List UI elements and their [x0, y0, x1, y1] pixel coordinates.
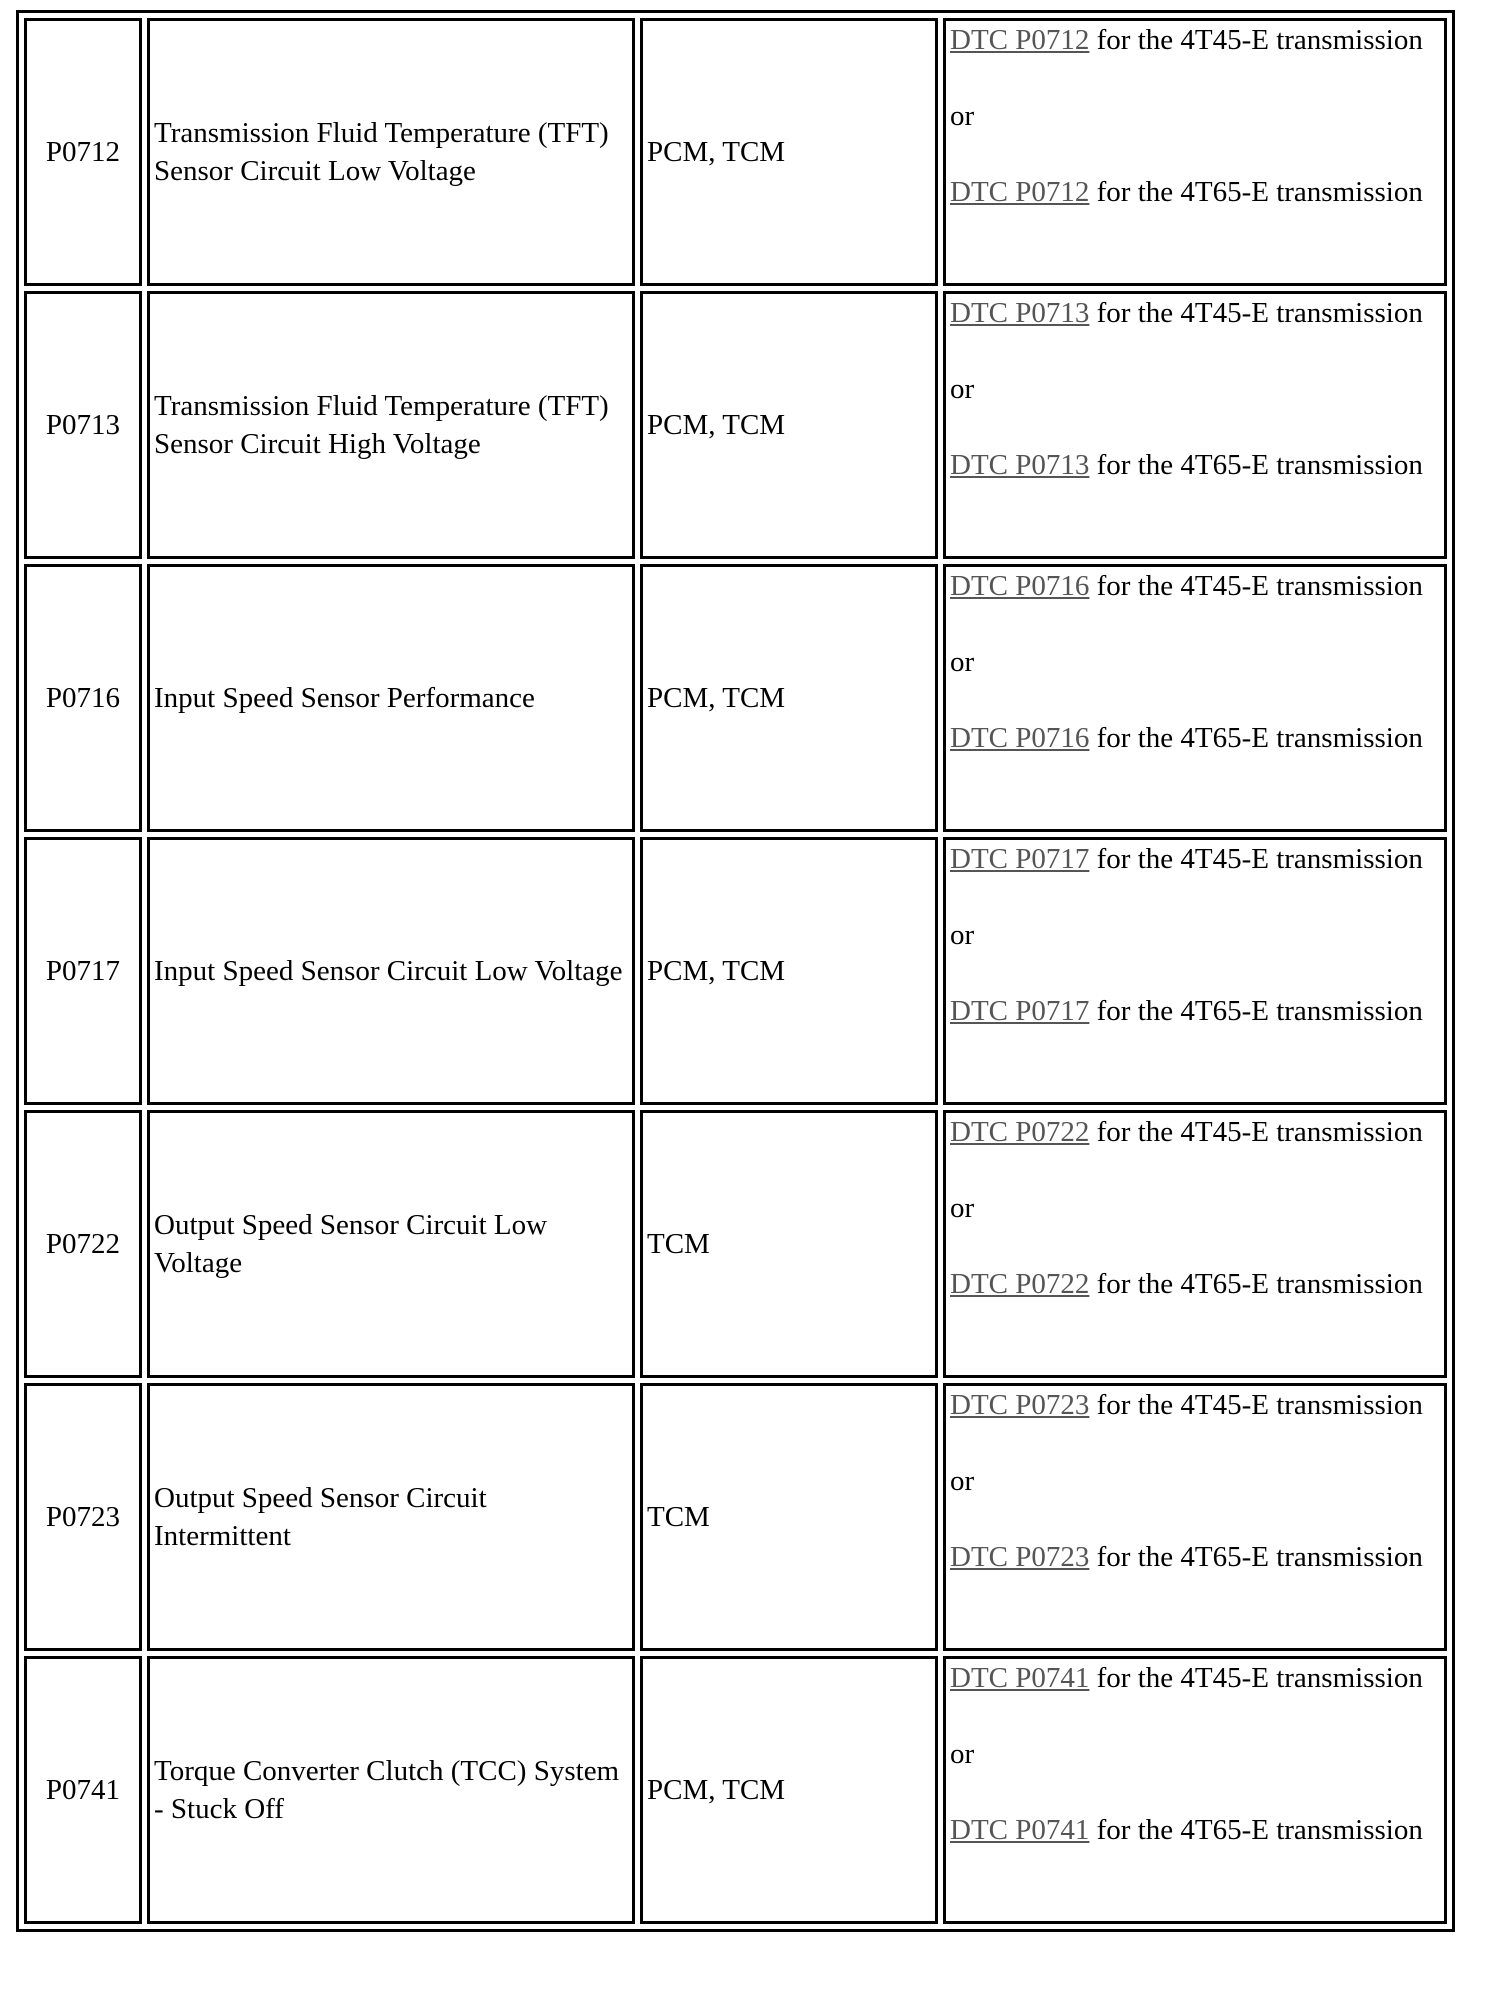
or-text: or — [950, 919, 975, 951]
reference-text: for the 4T65-E transmission — [1089, 1541, 1423, 1573]
reference-text: for the 4T45-E transmission — [1089, 570, 1423, 602]
reference-text: for the 4T45-E transmission — [1089, 1389, 1423, 1421]
reference-line-4t45 — [950, 840, 1440, 878]
module-cell: TCM — [640, 1110, 938, 1378]
reference-line-4t65 — [950, 719, 1440, 757]
dtc-description-cell: Input Speed Sensor Performance — [147, 564, 635, 832]
table-row — [24, 291, 1447, 559]
table-row — [24, 1656, 1447, 1924]
or-text: or — [950, 1192, 975, 1224]
reference-text: for the 4T65-E transmission — [1089, 722, 1423, 754]
dtc-code-cell: P0717 — [24, 837, 142, 1105]
reference-cell — [943, 18, 1447, 286]
reference-line-4t45 — [950, 1386, 1440, 1424]
reference-text: for the 4T45-E transmission — [1089, 297, 1423, 329]
table-row — [24, 564, 1447, 832]
spacer — [950, 135, 1440, 173]
table-row — [24, 837, 1447, 1105]
table-row — [24, 1110, 1447, 1378]
dtc-link-4t45[interactable]: DTC P0712 — [950, 24, 1090, 56]
spacer — [950, 1424, 1440, 1462]
or-text: or — [950, 1738, 975, 1770]
dtc-link-4t65[interactable]: DTC P0723 — [950, 1541, 1090, 1573]
module-cell: PCM, TCM — [640, 1656, 938, 1924]
dtc-link-4t45[interactable]: DTC P0722 — [950, 1116, 1090, 1148]
reference-line-4t45 — [950, 1113, 1440, 1151]
spacer — [950, 878, 1440, 916]
or-text: or — [950, 100, 975, 132]
or-text: or — [950, 1465, 975, 1497]
or-text: or — [950, 646, 975, 678]
reference-text: for the 4T65-E transmission — [1089, 1268, 1423, 1300]
reference-text: for the 4T65-E transmission — [1089, 995, 1423, 1027]
dtc-description-cell: Transmission Fluid Temperature (TFT) Sensor Circuit Low Voltage — [147, 18, 635, 286]
reference-cell — [943, 1656, 1447, 1924]
spacer — [950, 681, 1440, 719]
dtc-link-4t45[interactable]: DTC P0716 — [950, 570, 1090, 602]
spacer — [950, 1697, 1440, 1735]
reference-text: for the 4T45-E transmission — [1089, 1116, 1423, 1148]
reference-text: for the 4T45-E transmission — [1089, 1662, 1423, 1694]
table-row — [24, 1383, 1447, 1651]
dtc-link-4t65[interactable]: DTC P0713 — [950, 449, 1090, 481]
dtc-link-4t45[interactable]: DTC P0713 — [950, 297, 1090, 329]
reference-line-4t65 — [950, 1538, 1440, 1576]
reference-text: for the 4T45-E transmission — [1089, 24, 1423, 56]
dtc-link-4t65[interactable]: DTC P0712 — [950, 176, 1090, 208]
dtc-description-cell: Output Speed Sensor Circuit Low Voltage — [147, 1110, 635, 1378]
dtc-code-cell: P0722 — [24, 1110, 142, 1378]
reference-line-4t45 — [950, 21, 1440, 59]
dtc-code-cell: P0716 — [24, 564, 142, 832]
reference-text: for the 4T65-E transmission — [1089, 449, 1423, 481]
table-row — [24, 18, 1447, 286]
reference-line-4t65 — [950, 1265, 1440, 1303]
dtc-description-cell: Output Speed Sensor Circuit Intermittent — [147, 1383, 635, 1651]
spacer — [950, 1151, 1440, 1189]
module-cell: PCM, TCM — [640, 564, 938, 832]
reference-line-4t45 — [950, 567, 1440, 605]
spacer — [950, 59, 1440, 97]
dtc-code-cell: P0712 — [24, 18, 142, 286]
reference-cell — [943, 564, 1447, 832]
dtc-code-cell: P0741 — [24, 1656, 142, 1924]
dtc-link-4t65[interactable]: DTC P0717 — [950, 995, 1090, 1027]
reference-text: for the 4T65-E transmission — [1089, 1814, 1423, 1846]
reference-cell — [943, 1110, 1447, 1378]
reference-line-4t65 — [950, 1811, 1440, 1849]
dtc-description-cell: Transmission Fluid Temperature (TFT) Sensor Circuit High Voltage — [147, 291, 635, 559]
reference-cell — [943, 837, 1447, 1105]
module-cell: TCM — [640, 1383, 938, 1651]
reference-line-4t65 — [950, 992, 1440, 1030]
reference-text: for the 4T45-E transmission — [1089, 843, 1423, 875]
reference-cell — [943, 291, 1447, 559]
module-cell: PCM, TCM — [640, 837, 938, 1105]
reference-line-4t45 — [950, 294, 1440, 332]
dtc-description-cell: Input Speed Sensor Circuit Low Voltage — [147, 837, 635, 1105]
dtc-code-cell: P0713 — [24, 291, 142, 559]
spacer — [950, 605, 1440, 643]
reference-cell — [943, 1383, 1447, 1651]
reference-line-4t65 — [950, 446, 1440, 484]
or-text: or — [950, 373, 975, 405]
dtc-link-4t45[interactable]: DTC P0741 — [950, 1662, 1090, 1694]
reference-line-4t65 — [950, 173, 1440, 211]
dtc-link-4t65[interactable]: DTC P0741 — [950, 1814, 1090, 1846]
spacer — [950, 332, 1440, 370]
dtc-link-4t45[interactable]: DTC P0723 — [950, 1389, 1090, 1421]
dtc-code-cell: P0723 — [24, 1383, 142, 1651]
dtc-description-cell: Torque Converter Clutch (TCC) System - Stuck Off — [147, 1656, 635, 1924]
spacer — [950, 408, 1440, 446]
module-cell: PCM, TCM — [640, 291, 938, 559]
spacer — [950, 1773, 1440, 1811]
module-cell: PCM, TCM — [640, 18, 938, 286]
spacer — [950, 1227, 1440, 1265]
reference-line-4t45 — [950, 1659, 1440, 1697]
dtc-table — [16, 10, 1455, 1932]
dtc-link-4t45[interactable]: DTC P0717 — [950, 843, 1090, 875]
dtc-link-4t65[interactable]: DTC P0716 — [950, 722, 1090, 754]
dtc-link-4t65[interactable]: DTC P0722 — [950, 1268, 1090, 1300]
reference-text: for the 4T65-E transmission — [1089, 176, 1423, 208]
spacer — [950, 1500, 1440, 1538]
spacer — [950, 954, 1440, 992]
